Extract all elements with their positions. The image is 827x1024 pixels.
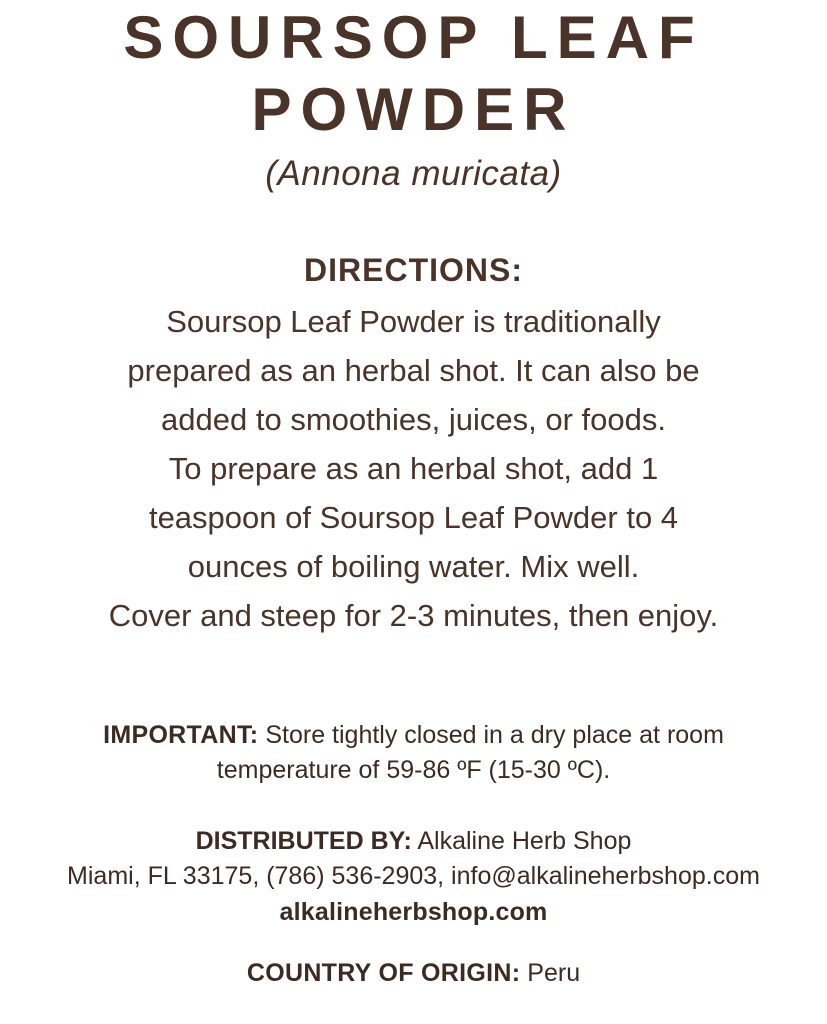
- directions-heading: DIRECTIONS:: [304, 252, 523, 288]
- important-label: IMPORTANT:: [103, 721, 259, 749]
- distributor-address: Miami, FL 33175, (786) 536-2903, info@alkalineherbshop.com: [67, 862, 760, 890]
- country-of-origin-value: Peru: [527, 959, 581, 987]
- distributed-by-label: DISTRIBUTED BY:: [195, 827, 412, 855]
- website-link[interactable]: alkalineherbshop.com: [279, 898, 548, 926]
- important-text-line-1: Store tightly closed in a dry place at room: [265, 721, 724, 749]
- directions-line: teaspoon of Soursop Leaf Powder to 4: [148, 500, 679, 535]
- directions-line: To prepare as an herbal shot, add 1: [168, 451, 659, 486]
- directions-line: Soursop Leaf Powder is traditionally: [166, 304, 661, 339]
- country-of-origin-label: COUNTRY OF ORIGIN:: [246, 959, 521, 987]
- important-notice: [14, 718, 813, 788]
- directions-line: prepared as an herbal shot. It can also be: [127, 353, 700, 388]
- distributor-first-line: [14, 824, 813, 859]
- directions-line: added to smoothies, juices, or foods.: [161, 402, 666, 437]
- botanical-name: (Annona muricata): [265, 154, 562, 193]
- distributor-info: [14, 824, 813, 894]
- directions-line: Cover and steep for 2-3 minutes, then enjoy.: [108, 598, 719, 633]
- directions-line: ounces of boiling water. Mix well.: [187, 549, 640, 584]
- page-title: [123, 2, 703, 146]
- country-of-origin: [247, 959, 580, 988]
- product-title-line-1: SOURSOP LEAF: [123, 4, 704, 71]
- important-first-line: [14, 718, 813, 753]
- product-title-line-2: POWDER: [251, 76, 576, 143]
- directions-text: [14, 297, 813, 640]
- distributor-company: Alkaline Herb Shop: [417, 827, 632, 855]
- important-text-line-2: temperature of 59-86 ºF (15-30 ºC).: [216, 756, 611, 784]
